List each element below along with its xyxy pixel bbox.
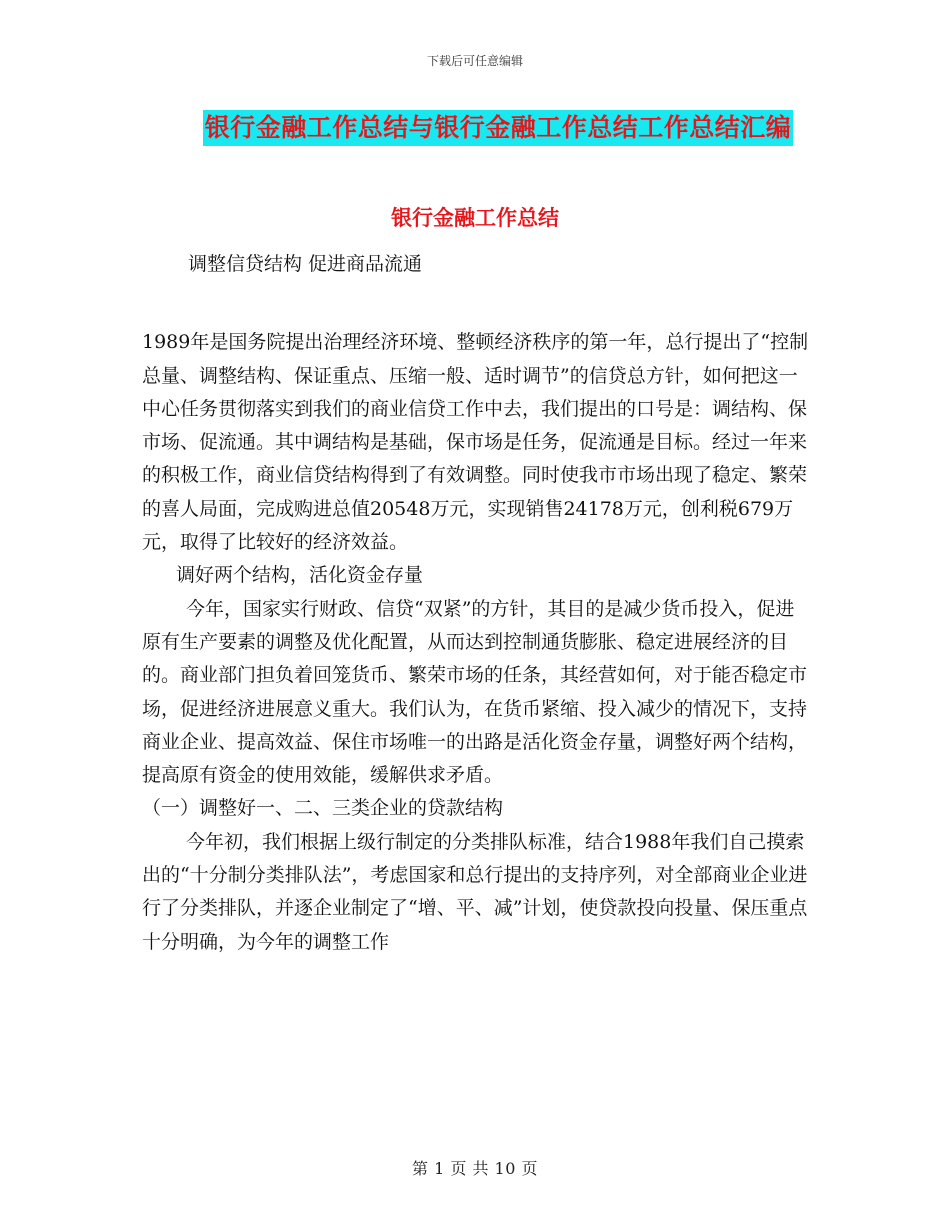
paragraph-2: 今年，国家实行财政、信贷“双紧”的方针，其目的是减少货币投入，促进原有生产要素的调整及优化配置，从而达到控制通货膨胀、稳定进展经济的目的。商业部门担负着回笼货币、繁荣市场的任条，其经营如何，对于能否稳定市场，促进经济进展意义重大。我们认为，在货币紧缩、投入减少的情况下，支持商业企业、提高效益、保住市场唯一的出路是活化资金存量，调整好两个结构，提高原有资金的使用效能，缓解供求矛盾。 — [142, 597, 808, 787]
document-title-container — [0, 110, 950, 146]
subtitle: 调整信贷结构 促进商品流通 — [188, 253, 423, 275]
paragraph-1: 1989年是国务院提出治理经济环境、整顿经济秩序的第一年，总行提出了“控制总量、调整结构、保证重点、压缩一般、适时调节”的信贷总方针，如何把这一中心任务贯彻落实到我们的商业信贷工作中去，我们提出的口号是：调结构、保市场、促流通。其中调结构是基础，保市场是任务，促流通是目标。经过一年来的积极工作，商业信贷结构得到了有效调整。同时使我市市场出现了稳定、繁荣的喜人局面，完成购进总值20548万元，实现销售24178万元，创利税679万元，取得了比较好的经济效益。 — [142, 331, 809, 554]
document-body — [142, 248, 810, 959]
spacer — [142, 281, 810, 326]
page-footer: 第 1 页 共 10 页 — [412, 1159, 538, 1178]
section-title: 银行金融工作总结 — [391, 206, 559, 230]
paragraph-3: 今年初，我们根据上级行制定的分类排队标准，结合1988年我们自己摸索出的“十分制分类排队法”，考虑国家和总行提出的支持序列，对全部商业企业进行了分类排队，并逐企业制定了“增、平、减”计划，使贷款投向投量、保压重点十分明确，为今年的调整工作 — [142, 830, 808, 953]
subheading-2: （一）调整好一、二、三类企业的贷款结构 — [142, 797, 504, 820]
document-title: 银行金融工作总结与银行金融工作总结工作总结汇编 — [203, 110, 794, 146]
subheading-1: 调好两个结构，活化资金存量 — [176, 564, 424, 587]
page-header-note: 下载后可任意编辑 — [426, 54, 523, 68]
